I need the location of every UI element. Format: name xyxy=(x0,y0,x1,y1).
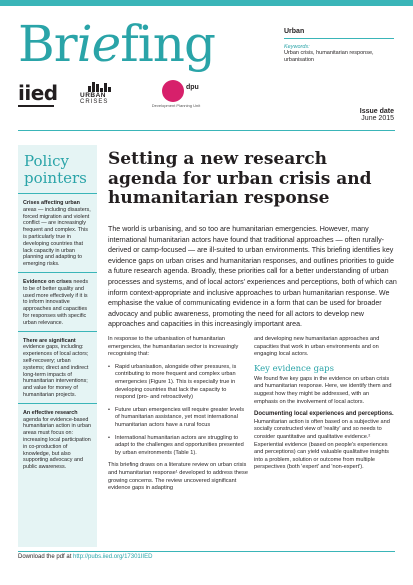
body-paragraph: We found five key gaps in the evidence on urban crisis and humanitarian response. Here, we identify them and suggest how they might be addressed, with an emphasis on the involvement of local actors. xyxy=(254,375,392,405)
issue-box xyxy=(360,108,394,122)
dpu-logo-subtitle: Development Planning Unit xyxy=(151,103,201,108)
download-link[interactable]: http://pubs.iied.org/17301IIED xyxy=(73,554,153,560)
dpu-logo xyxy=(150,80,200,108)
title-part-1: Br xyxy=(18,15,77,73)
policy-pointer-lead: There are significant xyxy=(23,337,76,344)
download-label: Download the pdf at xyxy=(18,554,74,560)
recognition-list xyxy=(108,364,248,458)
paragraph-lead: Documenting local experiences and perceptions. xyxy=(254,411,394,418)
body-column-left xyxy=(108,336,248,498)
policy-pointer xyxy=(18,404,97,475)
policy-pointer-text: agenda for evidence-based humanitarian action in urban areas must focus on: increasing local participation in co-production of knowledge, but also supporting advocacy and public awareness. xyxy=(23,416,92,471)
section-heading: Key evidence gaps xyxy=(254,363,334,374)
urban-logo-line2: CRISES xyxy=(80,99,109,105)
keywords-label: Keywords: xyxy=(284,44,310,50)
article-title: Setting a new research agenda for urban crisis and humanitarian response xyxy=(108,149,372,208)
policy-pointer-text: evidence gaps, including: experiences of local actors; self-recovery; urban systems; direct and indirect long-term impacts of humanitarian interventions; and value for money of humanitarian projects. xyxy=(23,344,89,398)
urban-crises-logo xyxy=(80,82,124,105)
dpu-logo-text: dpu xyxy=(186,84,199,91)
partner-logos xyxy=(18,80,218,110)
meta-box xyxy=(284,28,394,64)
policy-pointers-heading: Policy pointers xyxy=(18,145,97,194)
dpu-circle-icon xyxy=(162,80,184,102)
title-part-ie: ie xyxy=(76,15,121,73)
policy-pointer-text: areas — including disasters, forced migration and violent conflict — are increasingly frequent and complex. This is particularly true in developing countries that lack capacity in urban planning and adapting to emerging risks. xyxy=(23,206,91,268)
keywords-text: Urban crisis, humanitarian response, urbanisation xyxy=(284,50,374,63)
iied-logo-underline xyxy=(18,105,54,107)
policy-pointer-lead: An effective research xyxy=(23,409,78,416)
header-divider xyxy=(18,130,395,131)
policy-pointer xyxy=(18,332,97,404)
briefing-title xyxy=(18,14,215,74)
body-column-right xyxy=(254,336,394,477)
article-intro: The world is urbanising, and so too are humanitarian emergencies. However, many international humanitarian actors have found that traditional approaches — often rurally-derived or camp-focused — are ill-suited to urban environments. This briefing identifies key evidence gaps on urban crises and humanitarian responses, and outlines priorities to guide a future research agenda. Broadly, these priorities call for a better understanding of urban processes and systems, and of local actors' experiences and perceptions, both of which can inform context-appropriate and inclusive approaches to urban humanitarian response. We emphasise the value of communicating evidence in a form that can be used for broader advocacy and public awareness, promoting the need for all actors to develop new approaches and capacities in this increasingly important area. xyxy=(108,225,397,329)
urban-logo-line1: URBAN xyxy=(80,92,106,99)
body-paragraph xyxy=(254,411,394,472)
policy-pointer xyxy=(18,194,97,273)
urban-skyline-icon xyxy=(88,82,124,92)
meta-divider xyxy=(284,38,394,39)
title-part-2: fing xyxy=(120,15,215,73)
issue-date-label: Issue date xyxy=(359,108,394,115)
footer xyxy=(18,554,152,560)
brand-bar xyxy=(0,0,413,6)
iied-logo: iied xyxy=(18,81,58,105)
paragraph-text: Humanitarian action is often based on a subjective and socially constructed view of 'reality' and so needs to consider quantitative and qualitative evidence.² Experiential evidence (based on people's experiences and perceptions) can yield valuable qualitative insights into a problem, solution or outcome from multiple perspectives (both 'expert' and 'non-expert'). xyxy=(254,418,390,471)
policy-pointer-text: needs to be of better quality and used more effectively if it is to inform innovative approaches and capacities for responses with specific urban relevance. xyxy=(23,278,89,326)
footer-divider xyxy=(18,551,395,552)
body-paragraph: This briefing draws on a literature review on urban crisis and humanitarian response¹ developed to address these growing concerns. The review uncovered significant evidence gaps in adapting xyxy=(108,462,248,492)
issue-date: June 2015 xyxy=(361,115,394,122)
list-item: • Rapid urbanisation, alongside other pressures, is contributing to more frequent and complex urban emergencies (Figure 1). This is especially true in developing countries that lack the capacity to respond (pro- and retroactively) xyxy=(108,364,248,402)
list-item: • International humanitarian actors are struggling to adapt to the challenges and opportunities presented by urban environments (Table 1). xyxy=(108,435,248,458)
list-item: • Future urban emergencies will require greater levels of humanitarian assistance, yet most international humanitarian actors have a rural focus xyxy=(108,407,248,430)
body-paragraph: In response to the urbanisation of humanitarian emergencies, the humanitarian sector is increasingly recognising that: xyxy=(108,336,239,358)
body-paragraph: and developing new humanitarian approaches and capacities that work in urban environments and on engaging local actors. xyxy=(254,336,380,358)
policy-pointer-lead: Crises affecting urban xyxy=(23,200,80,206)
policy-pointers-sidebar xyxy=(18,145,97,547)
topic-label: Urban xyxy=(284,28,305,35)
policy-pointer xyxy=(18,273,97,332)
policy-pointer-lead: Evidence on crises xyxy=(23,278,72,285)
